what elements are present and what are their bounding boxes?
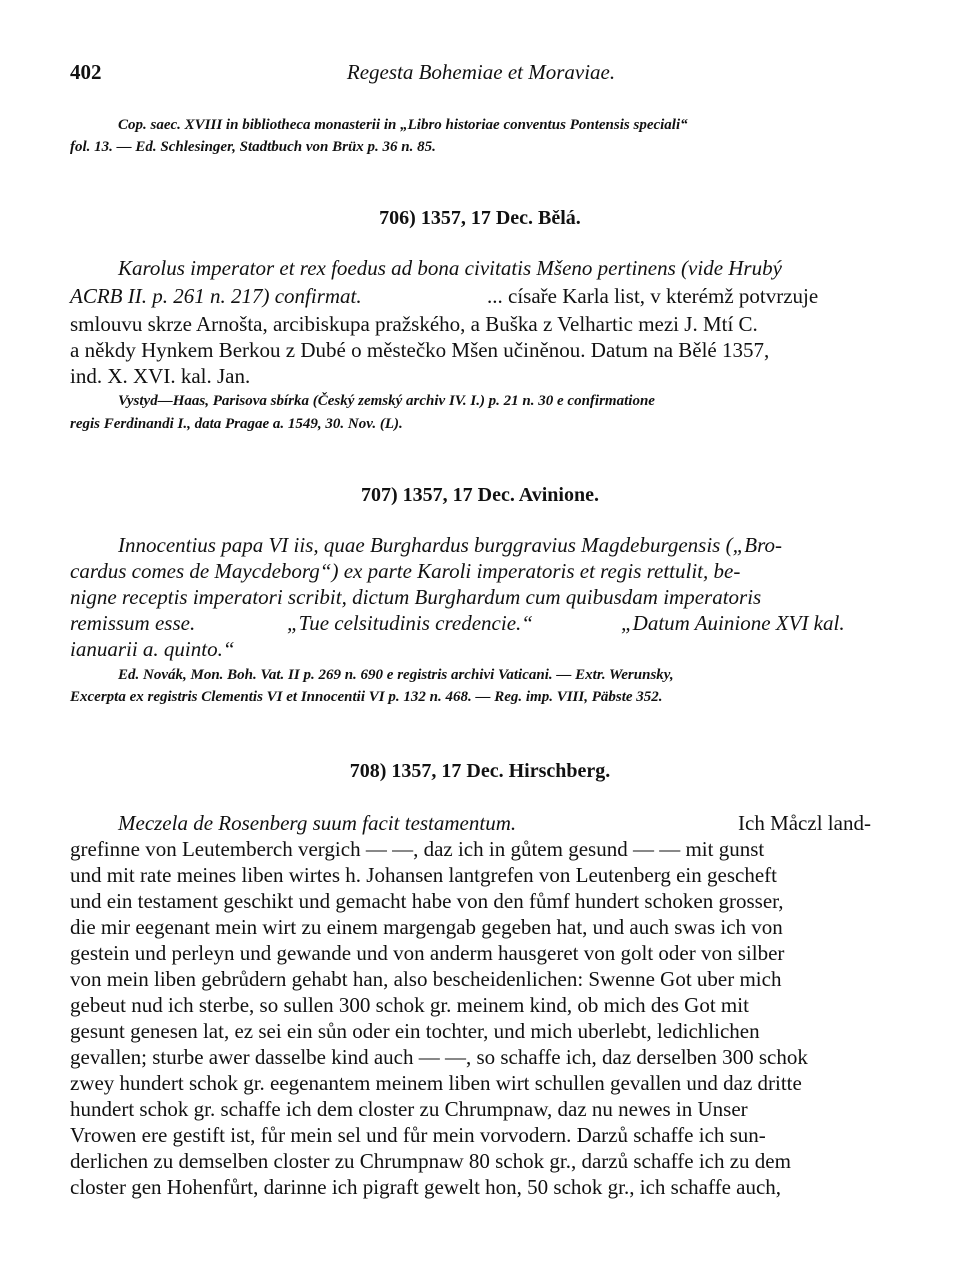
entry-708-line-5: die mir eegenant mein wirt zu einem margengab gegeben hat, und auch swas ich von (70, 915, 783, 939)
entry-706-note-line-2: regis Ferdinandi I., data Pragae a. 1549, 30. Nov. (L). (70, 416, 403, 432)
entry-706-line-1: Karolus imperator et rex foedus ad bona civitatis Mšeno pertinens (vide Hrubý (118, 256, 782, 280)
entry-706-heading: 706) 1357, 17 Dec. Bělá. (379, 207, 581, 229)
page-number: 402 (70, 60, 102, 84)
entry-708-line-12: hundert schok gr. schaffe ich dem closter zu Chrumpnaw, daz nu newes in Unser (70, 1097, 748, 1121)
entry-706-line-3: smlouvu skrze Arnošta, arcibiskupa pražského, a Buška z Velhartic mezi J. Mtí C. (70, 312, 758, 336)
entry-708-line-14: derlichen zu demselben closter zu Chrumpnaw 80 schok gr., darzů schaffe ich zu dem (70, 1149, 791, 1173)
entry-708-line-13: Vrowen ere gestift ist, fůr mein sel und fůr mein vorvodern. Darzů schaffe ich sun- (70, 1123, 766, 1147)
top-note-line-1: Cop. saec. XVIII in bibliotheca monasterii in „Libro historiae conventus Pontensis speciali“ (118, 117, 688, 133)
entry-706-note-line-1: Vystyd—Haas, Parisova sbírka (Český zemský archiv IV. I.) p. 21 n. 30 e confirmatione (118, 393, 655, 409)
running-title: Regesta Bohemiae et Moraviae. (346, 60, 616, 84)
entry-706-line-4: a někdy Hynkem Berkou z Dubé o městečko Mšen učiněnou. Datum na Bělé 1357, (70, 338, 770, 362)
entry-707-heading: 707) 1357, 17 Dec. Avinione. (361, 484, 599, 506)
entry-707-note-line-1: Ed. Novák, Mon. Boh. Vat. II p. 269 n. 690 e registris archivi Vaticani. — Extr. Werunsky, (118, 667, 674, 683)
entry-707-line-4-datum: „Datum Auinione XVI kal. (621, 611, 845, 635)
entry-708-heading: 708) 1357, 17 Dec. Hirschberg. (349, 760, 611, 782)
entry-708-line-1-roman: Ich Måczl land- (738, 811, 871, 835)
entry-707-line-4-incipit: „Tue celsitudinis credencie.“ (287, 611, 533, 635)
entry-707-line-2: cardus comes de Maycdeborg“) ex parte Karoli imperatoris et regis rettulit, be- (70, 559, 741, 583)
entry-707-line-3: nigne receptis imperatori scribit, dictum Burghardum cum quibusdam imperatoris (70, 585, 762, 609)
entry-708-line-9: gesunt genesen lat, ez sei ein sůn oder ein tochter, und mich uberlebt, ledichlichen (70, 1019, 760, 1043)
entry-708-line-8: gebeut nud ich sterbe, so sullen 300 schok gr. meinem kind, ob mich des Got mit (70, 993, 749, 1017)
entry-707-line-4-start: remissum esse. (70, 611, 196, 635)
entry-707-line-1: Innocentius papa VI iis, quae Burghardus burggravius Magdeburgensis („Bro- (118, 533, 782, 557)
entry-708-line-11: zwey hundert schok gr. eegenantem meinem liben wirt schullen gevallen und daz dritte (70, 1071, 802, 1095)
entry-708-line-15: closter gen Hohenfůrt, darinne ich pigraft gewelt hon, 50 schok gr., ich schaffe auch, (70, 1175, 782, 1199)
entry-707-note-line-2: Excerpta ex registris Clementis VI et Innocentii VI p. 132 n. 468. — Reg. imp. VIII, Päbste 352. (70, 689, 663, 705)
entry-708-line-2: grefinne von Leutemberch vergich — —, daz ich in gůtem gesund — — mit gunst (70, 837, 765, 861)
entry-706-line-2-italic: ACRB II. p. 261 n. 217) confirmat. (70, 284, 362, 308)
entry-708-line-1-italic: Meczela de Rosenberg suum facit testamentum. (118, 811, 517, 835)
entry-707-line-5: ianuarii a. quinto.“ (70, 637, 235, 661)
entry-708-line-3: und mit rate meines liben wirtes h. Johansen lantgrefen von Leutenberg ein gescheft (70, 863, 777, 887)
entry-708-line-7: von mein liben gebrůdern gehabt han, also bescheidenlichen: Swenne Got uber mich (70, 967, 782, 991)
entry-708-line-10: gevallen; sturbe awer dasselbe kind auch — —, so schaffe ich, daz derselben 300 schok (70, 1045, 808, 1069)
entry-706-line-5: ind. X. XVI. kal. Jan. (70, 364, 251, 388)
entry-708-line-6: gestein und perleyn und gewande und von anderm hausgeret von golt oder von silber (70, 941, 785, 965)
entry-706-line-2-roman: ... císaře Karla list, v kterémž potvrzuje (487, 284, 819, 308)
entry-708-line-4: und ein testament geschikt und gemacht habe von den fůmf hundert schoken grosser, (70, 889, 784, 913)
top-note-line-2: fol. 13. — Ed. Schlesinger, Stadtbuch von Brüx p. 36 n. 85. (70, 139, 436, 155)
page-header (70, 60, 892, 90)
